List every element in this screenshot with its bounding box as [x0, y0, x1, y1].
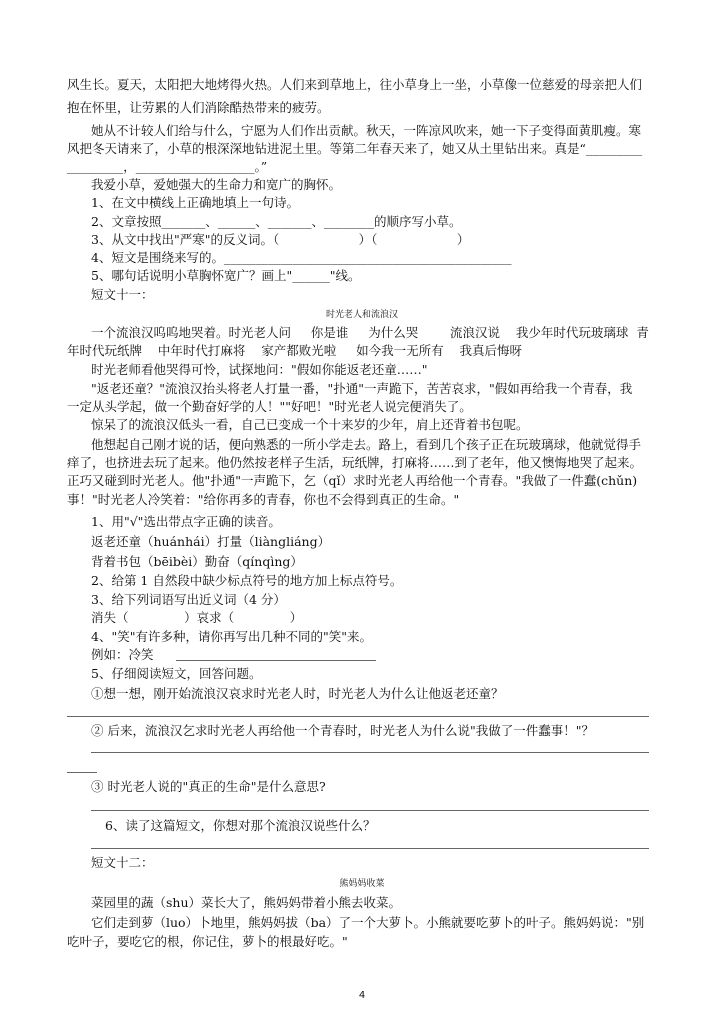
question-6: 6、读了这篇短文，你想对那个流浪汉说些什么？ [105, 818, 376, 833]
text-line: 年时代玩纸牌 中年时代打麻将 家产都败光啦 如今我一无所有 我真后悔呀 [67, 343, 523, 358]
question-5-1: ①想一想，刚开始流浪汉哀求时光老人时，时光老人为什么让他返老还童？ [91, 686, 504, 701]
question-2: 2、文章按照_______、______、_______、________的顺序写小草。 [91, 214, 462, 229]
text-line: 我爱小草，爱她强大的生命力和宽广的胸怀。 [91, 177, 342, 192]
question-5-2: ② 后来，流浪汉乞求时光老人再给他一个青春时，时光老人为什么说"我做了一件蠢事！"？ [91, 723, 594, 738]
text-line: 时光老师看他哭得可怜，试探地问："假如你能返老还童……" [91, 362, 428, 377]
example-line: 例如：冷笑 [91, 647, 154, 662]
answer-line [67, 716, 649, 717]
answer-line [67, 772, 97, 773]
question-4: 4、短文是围绕来写的。______________________________________________ [91, 250, 512, 265]
text-line: 菜园里的蔬（shu）菜长大了，熊妈妈带着小熊去收菜。 [91, 895, 402, 910]
answer-line [91, 752, 649, 753]
question-5-3: ③ 时光老人说的"真正的生命"是什么意思? [91, 779, 326, 794]
question-2: 2、给第 1 自然段中缺少标点符号的地方加上标点符号。 [91, 573, 403, 588]
question-1: 1、在文中横线上正确地填上一句诗。 [91, 195, 299, 210]
question-1: 1、用"√"选出带点字正确的读音。 [91, 514, 281, 529]
story-title: 时光老人和流浪汉 [325, 310, 398, 320]
text-line: 抱在怀里，让劳累的人们消除酷热带来的疲劳。 [67, 100, 330, 115]
text-line: 它们走到萝（luo）卜地里，熊妈妈拔（ba）了一个大萝卜。小熊就要吃萝卜的叶子。熊妈妈说："别 [91, 915, 645, 930]
pinyin-line: 返老还童（huánhái）打量（liàngliáng） [91, 534, 331, 549]
section-label: 短文十二： [91, 855, 154, 870]
question-5: 5、仔细阅读短文，回答问题。 [91, 666, 262, 681]
story-title: 熊妈妈收菜 [339, 879, 385, 889]
text-line: 事！"时光老人冷笑着："给你再多的青春，你也不会得到真正的生命。" [67, 492, 460, 507]
text-line: 她从不计较人们给与什么，宁愿为人们作出贡献。秋天，一阵凉风吹来，她一下子变得面黄肌瘦。寒 [91, 123, 642, 138]
text-line: 惊呆了的流浪汉低头一看，自己已变成一个十来岁的少年，肩上还背着书包呢。 [91, 417, 529, 432]
text-line: _________，___________________。” [67, 159, 268, 174]
text-line: 正巧又碰到时光老人。他"扑通"一声跪下，乞（qǐ）求时光老人再给他一个青春。"我做了一件蠢(chǔn) [67, 473, 638, 488]
text-line: 吃叶子，要吃它的根，你记住，萝卜的根最好吃。" [67, 934, 348, 949]
answer-line [91, 848, 649, 849]
question-5: 5、哪句话说明小草胸怀宽广？画上"______"线。 [91, 268, 361, 283]
text-line: 一个流浪汉呜呜地哭着。时光老人问 你是谁 为什么哭 流浪汉说 我少年时代玩玻璃球 青 [91, 325, 649, 340]
answer-line [176, 660, 376, 661]
pinyin-line: 背着书包（bēibèi）勤奋（qínqìng） [91, 554, 303, 569]
text-line: "返老还童？"流浪汉抬头将老人打量一番，"扑通"一声跪下，苦苦哀求，"假如再给我一个青春，我 [91, 381, 633, 396]
text-line: 一定从头学起，做一个勤奋好学的人！""好吧！"时光老人说完便消失了。 [67, 399, 472, 414]
section-label: 短文十一： [91, 287, 154, 302]
text-line: 痒了，也挤进去玩了起来。他仍然按老样子生活，玩纸牌，打麻将……到了老年，他又懊悔地哭了起来。 [67, 455, 643, 470]
question-3: 3、从文中找出"严寒"的反义词。（ ）（ ） [91, 232, 470, 247]
page-number: 4 [358, 990, 366, 1001]
text-line: 风生长。夏天，太阳把大地烤得火热。人们来到草地上，往小草身上一坐，小草像一位慈爱的母亲把人们 [67, 77, 643, 92]
synonym-line: 消失（ ）哀求（ ） [91, 610, 303, 625]
answer-line [91, 810, 649, 811]
text-line: 风把冬天请来了，小草的根深深地钻进泥土里。等第二年春天来了，她又从土里钻出来。真是“_________ [67, 141, 643, 156]
text-line: 他想起自己刚才说的话，便向熟悉的一所小学走去。路上，看到几个孩子正在玩玻璃球，他就觉得手 [91, 437, 642, 452]
question-4: 4、"笑"有许多种，请你再写出几种不同的"笑"来。 [91, 629, 372, 644]
question-3: 3、给下列词语写出近义词（4 分） [91, 592, 286, 607]
